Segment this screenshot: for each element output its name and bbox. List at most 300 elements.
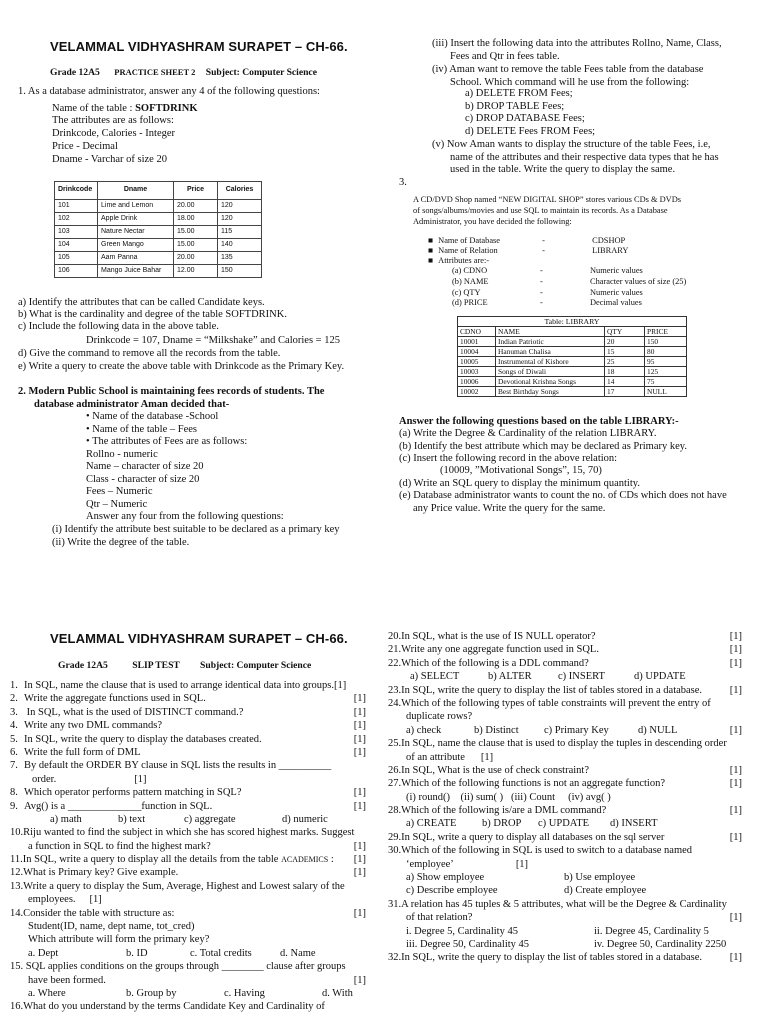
q2-attr-1: Name – character of size 20 (86, 461, 204, 472)
q2-question-ii: (ii) Write the degree of the table. (52, 537, 190, 548)
library-cell: 80 (645, 347, 687, 357)
library-cell: Devotional Krishna Songs (496, 377, 605, 387)
q2-iv-line2: School. Which command will he use from the following: (450, 77, 690, 88)
table-row (458, 347, 687, 357)
library-cell: 150 (645, 337, 687, 347)
library-table (457, 326, 687, 397)
q3-attr-key: (b) NAME (452, 277, 489, 286)
q1-intro: 1. As a database administrator, answer any 4 of the following questions: (18, 86, 320, 97)
q3-attr-dash: - (540, 277, 543, 286)
q-text: Avg() is a ______________function in SQL. (24, 800, 213, 812)
q2-iv-opt-d: d) DELETE Fees FROM Fees; (465, 126, 596, 137)
list-item (388, 738, 742, 751)
library-cell: Songs of Diwali (496, 367, 605, 377)
softdrink-cell: 20.00 (174, 200, 218, 213)
q-mark: [1] (480, 751, 494, 763)
sheet2-left-column (10, 680, 366, 1015)
softdrink-cell: 106 (55, 265, 98, 278)
list-item (10, 747, 366, 760)
q3-intro-1: A CD/DVD Shop named “NEW DIGITAL SHOP” stores various CDs & DVDs (413, 195, 682, 204)
option: a) check (406, 724, 442, 736)
table-row (55, 265, 262, 278)
q-text: 13.Write a query to display the Sum, Average, Highest and Lowest salary of the (10, 880, 345, 892)
q-text: (i) round() (ii) sum( ) (iii) Count (iv) avg( ) (406, 791, 611, 803)
option: c) UPDATE (538, 818, 590, 830)
softdrink-cell: 135 (218, 252, 262, 265)
q-mark: [1] (729, 631, 742, 642)
q2-heading-1: 2. Modern Public School is maintaining fees records of students. The (18, 386, 325, 397)
q-text: 23.In SQL, write the query to display the list of tables stored in a database. (388, 684, 703, 696)
option: c. Total credits (190, 947, 252, 959)
q-text: 20.In SQL, what is the use of IS NULL operator? (388, 631, 596, 642)
q-mark: [1] (729, 778, 742, 790)
softdrink-header: Calories (218, 182, 262, 200)
library-cell: 10006 (458, 377, 496, 387)
list-item (388, 658, 742, 671)
option: d) Create employee (564, 885, 647, 897)
q-number: 2. (10, 693, 18, 705)
q-mark: [1] (353, 867, 366, 879)
table-row (55, 213, 262, 226)
q-text: 28.Which of the following is/are a DML command? (388, 805, 607, 817)
q-text: have been formed. (28, 974, 106, 986)
q3-attr-val: Decimal values (590, 298, 642, 307)
q1-attr-intro: The attributes are as follows: (52, 115, 174, 126)
list-item (388, 752, 742, 765)
list-item (388, 725, 742, 738)
list-item (388, 805, 742, 818)
q-text: duplicate rows? (406, 711, 473, 723)
q2-v-line3: used in the table. Write the query to display the same. (450, 164, 676, 175)
option: d. Name (280, 947, 316, 959)
q-text: 12.What is Primary key? Give example. (10, 867, 179, 879)
q-number: 9. (10, 800, 18, 812)
q2-bullet-0: • Name of the database -School (86, 411, 219, 422)
list-item (388, 939, 742, 952)
option: a. Where (28, 987, 66, 999)
q3-answer-c-record: (10009, ”Motivational Songs”, 15, 70) (440, 465, 602, 476)
library-cell: Best Birthday Songs (496, 387, 605, 397)
q1-question-a: a) Identify the attributes that can be called Candidate keys. (18, 297, 265, 308)
library-cell: 10001 (458, 337, 496, 347)
q1-attr-0: Drinkcode, Calories - Integer (52, 128, 176, 139)
q2-iv-opt-b: b) DROP TABLE Fees; (465, 101, 565, 112)
q-number: 1. (10, 680, 18, 691)
table-row (458, 377, 687, 387)
q-text: of that relation? (406, 912, 473, 924)
q-mark: [1] (729, 912, 742, 924)
list-item (388, 698, 742, 711)
q-text: 14.Consider the table with structure as: (10, 907, 175, 919)
softdrink-table (54, 181, 262, 278)
bullet-icon: ■ (428, 256, 434, 265)
q3-answer-e: (e) Database administrator wants to count the no. of CDs which does not have (399, 490, 727, 501)
library-header-row (458, 327, 687, 337)
list-item (388, 832, 742, 845)
option: a) math (50, 813, 82, 825)
list-item (388, 685, 742, 698)
q-text: 15. SQL applies conditions on the groups through ________ clause after groups (10, 961, 346, 973)
q3-intro-2: of songs/albums/movies and use SQL to maintain its records. As a Database (413, 206, 668, 215)
q3-answer-e-cont: any Price value. Write the query for the same. (413, 503, 606, 514)
table-row (458, 387, 687, 397)
q3-def-val: LIBRARY (592, 246, 629, 255)
q3-attr-key: (d) PRICE (452, 298, 488, 307)
q2-attr-3: Fees – Numeric (86, 486, 153, 497)
list-item (10, 693, 366, 706)
option: d. With (322, 987, 353, 999)
library-cell: 125 (645, 367, 687, 377)
sheet1-sheet: PRACTICE SHEET 2 (114, 67, 196, 77)
q-text: 10.Riju wanted to find the subject in which she has scored highest marks. Suggest (10, 827, 355, 839)
q3-def-dash: - (542, 246, 545, 255)
q1-question-d: d) Give the command to remove all the records from the table. (18, 348, 281, 359)
option: c. Having (224, 987, 265, 999)
softdrink-header: Dname (98, 182, 174, 200)
list-item (388, 859, 742, 872)
sheet1-header (50, 66, 317, 79)
list-item (388, 885, 742, 898)
library-cell: 18 (605, 367, 645, 377)
list-item (388, 872, 742, 885)
list-item (388, 711, 742, 724)
q-number: 5. (10, 733, 18, 745)
q2-v-line2: name of the attributes and their respective data types that he has (450, 152, 719, 163)
q-text: of an attribute (406, 751, 465, 763)
q-mark: [1] (729, 684, 742, 696)
q-mark: [1] (729, 644, 742, 656)
library-cell: 14 (605, 377, 645, 387)
q2-attr-5: Answer any four from the following questions: (86, 511, 284, 522)
option: a) CREATE (406, 818, 457, 830)
list-item (10, 988, 366, 1001)
option: b) Distinct (474, 724, 519, 736)
q2-v-line1: (v) Now Aman wants to display the structure of the table Fees, i.e, (432, 139, 711, 150)
q3-attr-b (452, 276, 686, 287)
q-text: In SQL, write the query to display the databases created. (24, 733, 262, 745)
q3-answer-c: (c) Insert the following record in the above relation: (399, 453, 618, 464)
option: ii. Degree 45, Cardinality 5 (594, 925, 709, 937)
q1-attr-1: Price - Decimal (52, 141, 118, 152)
q2-attr-0: Rollno - numeric (86, 449, 158, 460)
q3-answer-a: (a) Write the Degree & Cardinality of the relation LIBRARY. (399, 428, 657, 439)
q-mark: [1] (729, 657, 742, 669)
softdrink-header: Price (174, 182, 218, 200)
list-item (10, 894, 366, 907)
sheet1-subject: Subject: Computer Science (205, 67, 317, 78)
softdrink-cell: Nature Nectar (98, 226, 174, 239)
list-item (388, 671, 742, 684)
q3-attr-key: (a) CDNO (452, 266, 488, 275)
softdrink-cell: 15.00 (174, 226, 218, 239)
q-number: 6. (10, 746, 18, 758)
q3-intro-3: Administrator, you have decided the following: (413, 217, 572, 226)
q-text: 22.Which of the following is a DDL command? (388, 657, 589, 669)
q-mark: [1] (353, 974, 366, 986)
q-number: 8. (10, 787, 18, 799)
q-text: Write the aggregate functions used in SQL. (24, 693, 206, 705)
q3-def-key: Name of Database (438, 236, 501, 245)
option: b) ALTER (488, 671, 532, 683)
softdrink-cell: 18.00 (174, 213, 218, 226)
library-cell: 20 (605, 337, 645, 347)
q-text: 21.Write any one aggregate function used in SQL. (388, 644, 599, 656)
option: iii. Degree 50, Cardinality 45 (406, 938, 530, 950)
q1-table-name (52, 103, 198, 115)
q-text: Student(ID, name, dept name, tot_cred) (28, 921, 195, 933)
option: b) Use employee (564, 872, 636, 884)
q-mark: [1] (729, 805, 742, 817)
q-text: 31.A relation has 45 tuples & 5 attributes, what will be the Degree & Cardinality (388, 898, 727, 910)
list-item (10, 921, 366, 934)
list-item (10, 774, 366, 787)
q-text: 29.In SQL, write a query to display all databases on the sql server (388, 831, 665, 843)
q-mark: [1] (353, 907, 366, 919)
q-text: ‘employee’ (406, 858, 454, 870)
library-header: CDNO (458, 327, 496, 337)
softdrink-cell: 120 (218, 200, 262, 213)
q-mark: [1] (353, 840, 366, 852)
softdrink-cell: 20.00 (174, 252, 218, 265)
library-cell: 15 (605, 347, 645, 357)
q3-number: 3. (399, 177, 407, 188)
option: iv. Degree 50, Cardinality 2250 (594, 938, 727, 950)
sheet2-sheet: SLIP TEST (132, 660, 180, 671)
q-text: 16.What do you understand by the terms Candidate Key and Cardinality of (10, 1001, 325, 1013)
list-item (388, 818, 742, 831)
list-item (10, 854, 366, 867)
softdrink-header-row (55, 182, 262, 200)
q2-iv-opt-c: c) DROP DATABASE Fees; (465, 113, 585, 124)
q-mark: [1] (134, 773, 147, 785)
library-header: NAME (496, 327, 605, 337)
q1-question-c-data: Drinkcode = 107, Dname = “Milkshake” and Calories = 125 (86, 335, 340, 346)
q-mark: [1] (729, 952, 742, 964)
list-item (10, 934, 366, 947)
sheet1-grade: Grade 12A5 (50, 67, 100, 78)
list-item (10, 707, 366, 720)
softdrink-cell: 104 (55, 239, 98, 252)
table-row (55, 226, 262, 239)
q-number: 7. (10, 760, 18, 772)
option: d) numeric (282, 813, 328, 825)
option: a) Show employee (406, 872, 485, 884)
q1-question-e: e) Write a query to create the above table with Drinkcode as the Primary Key. (18, 361, 345, 372)
sheet2-grade: Grade 12A5 (58, 660, 108, 671)
softdrink-cell: Aam Panna (98, 252, 174, 265)
q3-answer-heading: Answer the following questions based on the table LIBRARY:- (399, 416, 679, 427)
bullet-icon: ■ (428, 246, 434, 255)
option: a) SELECT (410, 671, 460, 683)
list-item (10, 801, 366, 814)
q-text: : (328, 854, 334, 866)
library-cell: 17 (605, 387, 645, 397)
q3-attr-key: (c) QTY (452, 288, 481, 297)
softdrink-cell: 103 (55, 226, 98, 239)
option: b) text (118, 813, 146, 825)
q-text: Write any two DML commands? (24, 720, 162, 732)
sheet2-subject: Subject: Computer Science (200, 660, 312, 671)
q2-iii-line1: (iii) Insert the following data into the attributes Rollno, Name, Class, (432, 38, 722, 49)
q-mark: [1] (353, 693, 366, 705)
library-cell: Instrumental of Kishore (496, 357, 605, 367)
option: a. Dept (28, 947, 59, 959)
library-cell: 10005 (458, 357, 496, 367)
q-text: 11.In SQL, write a query to display all the details from the table (10, 854, 282, 866)
option: c) INSERT (558, 671, 605, 683)
q-mark: [1] (353, 800, 366, 812)
q-text: employees. (28, 894, 76, 906)
library-header: PRICE (645, 327, 687, 337)
list-item (10, 841, 366, 854)
option: d) NULL (638, 724, 678, 736)
q1-question-c: c) Include the following data in the above table. (18, 321, 219, 332)
q-text: By default the ORDER BY clause in SQL lists the results in __________ (24, 760, 332, 772)
q1-attr-2: Dname - Varchar of size 20 (52, 154, 167, 165)
library-cell: 10003 (458, 367, 496, 377)
q-text: 32.In SQL, write the query to display the list of tables stored in a database. (388, 952, 703, 964)
q3-def-val: CDSHOP (592, 236, 626, 245)
q-text: Which operator performs pattern matching in SQL? (24, 787, 242, 799)
q-mark: [1] (729, 724, 742, 736)
option: b. Group by (126, 987, 177, 999)
list-item (10, 961, 366, 974)
q-mark: [1] (353, 720, 366, 732)
list-item (10, 1001, 366, 1014)
q2-bullet-2: • The attributes of Fees are as follows: (86, 436, 248, 447)
list-item (10, 827, 366, 840)
list-item (388, 899, 742, 912)
table-row (55, 200, 262, 213)
q-text: 27.Which of the following functions is not an aggregate function? (388, 778, 666, 790)
softdrink-cell: 140 (218, 239, 262, 252)
q-number: 3. (10, 706, 18, 718)
table-row (55, 252, 262, 265)
softdrink-cell: 105 (55, 252, 98, 265)
q1-question-b: b) What is the cardinality and degree of the table SOFTDRINK. (18, 309, 287, 320)
q-mark: [1] (515, 858, 529, 870)
q3-attr-val: Numeric values (590, 288, 643, 297)
q-mark: [1] (729, 831, 742, 843)
list-item (10, 720, 366, 733)
sheet2-right-column (388, 631, 742, 966)
library-cell: 10004 (458, 347, 496, 357)
list-item (388, 845, 742, 858)
q-mark: [1] (353, 746, 366, 758)
list-item (10, 908, 366, 921)
list-item (388, 952, 742, 965)
softdrink-cell: 12.00 (174, 265, 218, 278)
q-mark: [1] (353, 787, 366, 799)
table-row (458, 357, 687, 367)
q-text: ACADEMICS (281, 855, 329, 865)
library-cell: NULL (645, 387, 687, 397)
list-item (10, 760, 366, 773)
softdrink-cell: Apple Drink (98, 213, 174, 226)
list-item (10, 734, 366, 747)
option: d) UPDATE (634, 671, 686, 683)
list-item (388, 631, 742, 644)
q2-iv-opt-a: a) DELETE FROM Fees; (465, 88, 573, 99)
option: c) aggregate (184, 813, 236, 825)
sheet2-header (58, 660, 311, 672)
softdrink-cell: 15.00 (174, 239, 218, 252)
q3-attr-dash: - (540, 266, 543, 275)
q3-attr-dash: - (540, 288, 543, 297)
q1-table-name-label: Name of the table : (52, 103, 136, 114)
list-item (10, 787, 366, 800)
list-item (10, 680, 366, 693)
sheet1-title: VELAMMAL VIDHYASHRAM SURAPET – CH-66. (50, 39, 348, 54)
q-text: In SQL, name the clause that is used to arrange identical data into groups.[1] (24, 680, 347, 691)
list-item (10, 975, 366, 988)
softdrink-cell: Mango Juice Bahar (98, 265, 174, 278)
q3-attrs-label-text: Attributes are:- (438, 256, 490, 265)
softdrink-cell: 101 (55, 200, 98, 213)
option: b) DROP (482, 818, 522, 830)
softdrink-cell: Green Mango (98, 239, 174, 252)
q2-bullet-1: • Name of the table – Fees (86, 424, 197, 435)
list-item (388, 644, 742, 657)
softdrink-cell: 150 (218, 265, 262, 278)
softdrink-cell: 115 (218, 226, 262, 239)
q3-answer-b: (b) Identify the best attribute which may be declared as Primary key. (399, 441, 687, 452)
q3-attr-a (452, 265, 643, 276)
table-row (458, 337, 687, 347)
q-number: 4. (10, 720, 18, 732)
q3-def-dash: - (542, 236, 545, 245)
q2-attr-2: Class - character of size 20 (86, 474, 200, 485)
q-text: 25.In SQL, name the clause that is used to display the tuples in descending order (388, 738, 727, 750)
q3-attr-dash: - (540, 298, 543, 307)
list-item (10, 948, 366, 961)
list-item (388, 792, 742, 805)
q2-iv-line1: (iv) Aman want to remove the table Fees table from the database (432, 64, 704, 75)
library-cell: 75 (645, 377, 687, 387)
q-mark: [1] (353, 854, 366, 866)
list-item (388, 765, 742, 778)
q-mark: [1] (729, 764, 742, 776)
softdrink-header: Drinkcode (55, 182, 98, 200)
table-row (55, 239, 262, 252)
option: c) Primary Key (544, 724, 609, 736)
list-item (10, 867, 366, 880)
q-text: 24.Which of the following types of table constraints will prevent the entry of (388, 697, 711, 709)
softdrink-cell: Lime and Lemon (98, 200, 174, 213)
q1-table-name-value: SOFTDRINK (135, 103, 198, 114)
q-text: Which attribute will form the primary key? (28, 934, 210, 946)
q-mark: [1] (353, 733, 366, 745)
library-cell: 25 (605, 357, 645, 367)
option: c) Describe employee (406, 885, 498, 897)
q3-attr-val: Numeric values (590, 266, 643, 275)
q-text: order. (32, 773, 57, 785)
q2-heading-2: database administrator Aman decided that- (34, 399, 230, 410)
q-text: 30.Which of the following in SQL is used to switch to a database named (388, 845, 693, 857)
list-item (388, 912, 742, 925)
q-mark: [1] (353, 706, 366, 718)
q-text: In SQL, what is the used of DISTINCT command.? (24, 706, 244, 718)
q3-def-key: Name of Relation (438, 246, 498, 255)
list-item (10, 881, 366, 894)
bullet-icon: ■ (428, 236, 434, 245)
list-item (388, 778, 742, 791)
q2-attr-4: Qtr – Numeric (86, 499, 148, 510)
option: b. ID (126, 947, 148, 959)
q-text: Write the full form of DML (24, 746, 141, 758)
option: d) INSERT (610, 818, 658, 830)
q2-question-i: (i) Identify the attribute best suitable to be declared as a primary key (52, 524, 340, 535)
